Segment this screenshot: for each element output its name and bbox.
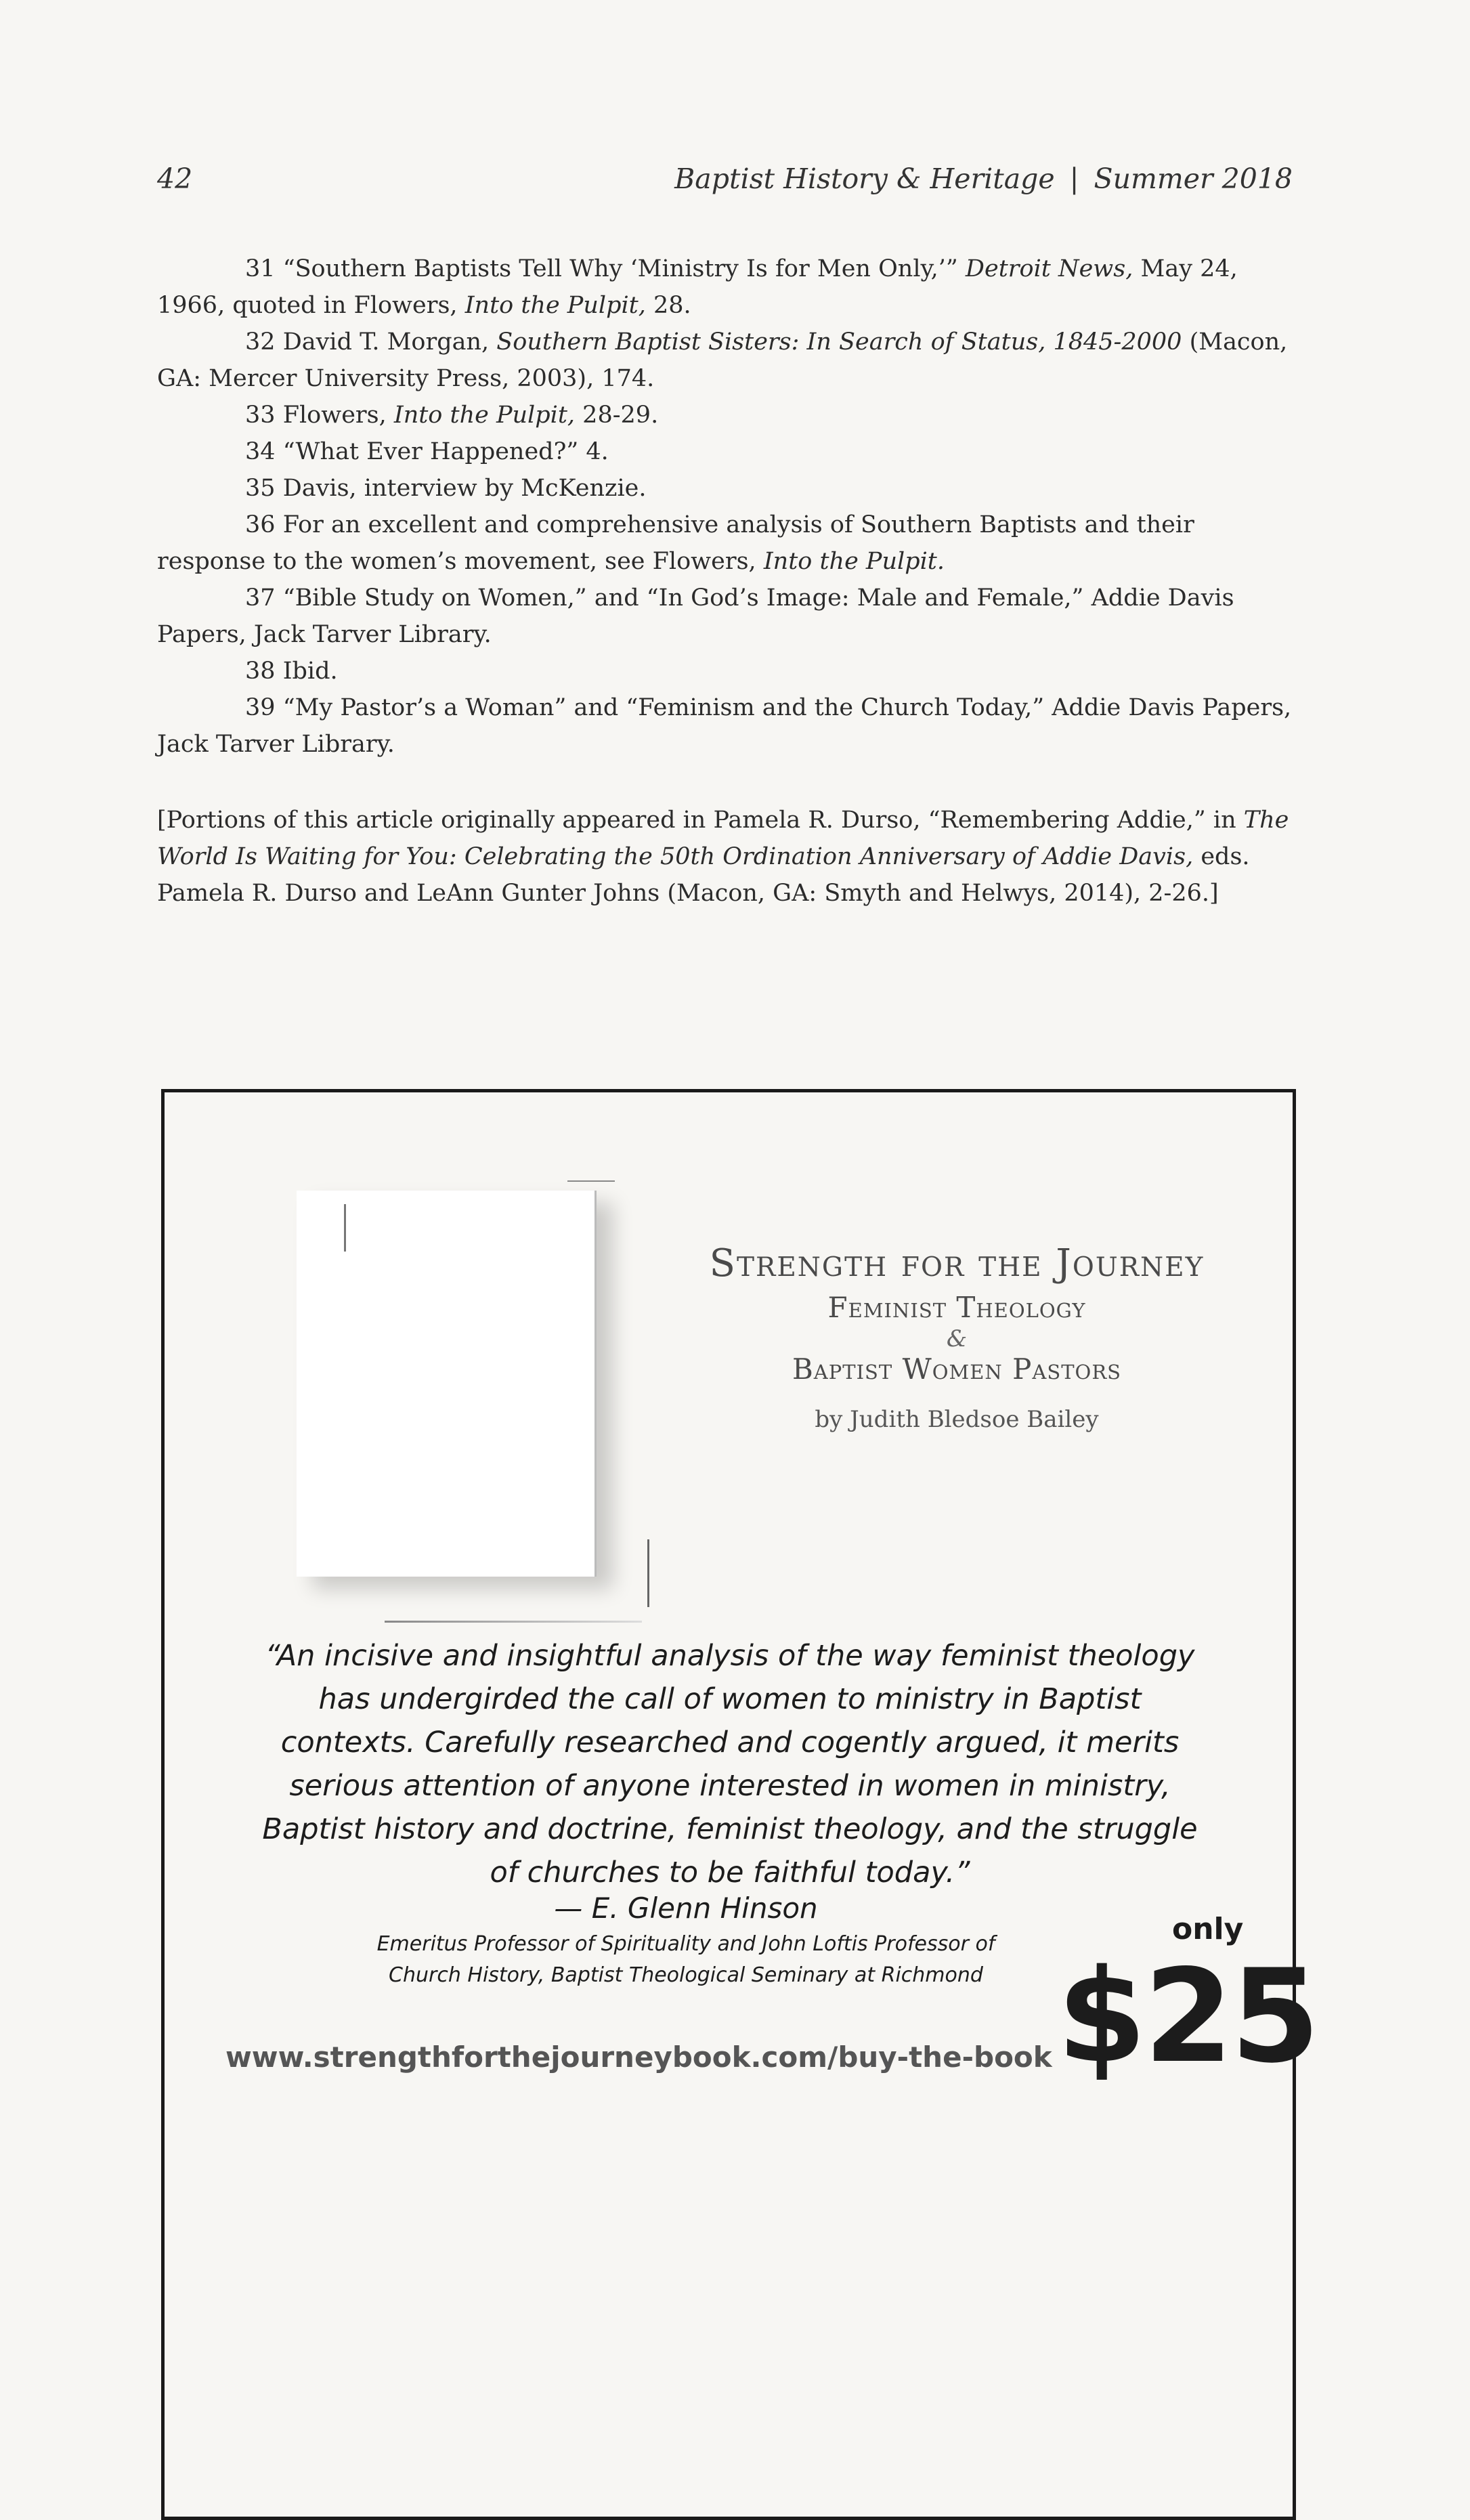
endnote-title: Detroit News,	[965, 255, 1133, 282]
endnote-text: Ibid.	[282, 658, 338, 685]
origin-book-title: The World Is Waiting for You: Celebrating the 50th Ordination Anniversary of Addie Davis,	[157, 807, 1289, 870]
book-advertisement	[161, 1089, 1318, 2520]
endnote	[157, 689, 1300, 763]
endnote	[157, 324, 1300, 397]
endorsement-quote: “An incisive and insightful analysis of the way feminist theology has undergirded the call of women to ministry in Baptist contexts. Carefully researched and cogently argued, it merits serious attention of anyone interested in women in ministry, Baptist history and doctrine, feminist theology, and the struggle of churches to be faithful today.”	[262, 1639, 1198, 1889]
endnote-number: 32	[245, 328, 276, 356]
endnote-number: 38	[245, 658, 276, 685]
header-separator: |	[1069, 163, 1079, 195]
ampersand: &	[946, 1325, 968, 1352]
endnote-text: Davis, interview by McKenzie.	[282, 475, 647, 502]
endnote-text: “My Pastor’s a Woman” and “Feminism and the Church Today,” Addie Davis Papers, Jack Tarver Library.	[157, 694, 1292, 758]
book-edge-line	[567, 1180, 615, 1182]
book-subtitle-1: Feminist Theology	[827, 1291, 1086, 1324]
endorser-name: — E. Glenn Hinson	[554, 1892, 818, 1925]
price-amount: $25	[1057, 1942, 1318, 2091]
purchase-url[interactable]: www.strengthforthejourneybook.com/buy-the-book	[225, 2041, 1052, 2074]
endnote-title: Into the Pulpit,	[393, 402, 576, 429]
endnote-text: “Bible Study on Women,” and “In God’s Image: Male and Female,” Addie Davis Papers, Jack Tarver Library.	[157, 584, 1234, 648]
book-edge-line	[344, 1204, 346, 1252]
endnote-text: For an excellent and comprehensive analysis of Southern Baptists and their response to the women’s movement, see Flowers,	[157, 511, 1194, 575]
endnote-text: May 24, 1966, quoted in Flowers,	[157, 255, 1238, 319]
endnote-number: 37	[245, 584, 276, 612]
endnote	[157, 433, 1300, 470]
endnote-text: David T. Morgan,	[282, 328, 490, 356]
article-origin-note	[157, 802, 1300, 912]
endnote-text: “What Ever Happened?” 4.	[282, 438, 609, 465]
book-title: Strength for the Journey	[709, 1241, 1205, 1285]
origin-text: [Portions of this article originally appeared in Pamela R. Durso, “Remembering Addie,” in	[157, 807, 1236, 834]
page-number: 42	[157, 163, 193, 195]
endnote-number: 33	[245, 402, 276, 429]
book-subtitle-2: Baptist Women Pastors	[792, 1352, 1122, 1386]
endnote-text: Flowers,	[282, 402, 387, 429]
endnote	[157, 397, 1300, 433]
endnote-number: 36	[245, 511, 276, 538]
book-edge-line	[647, 1539, 649, 1607]
endnote-number: 39	[245, 694, 276, 721]
endnote-number: 34	[245, 438, 276, 465]
endnote-title: Into the Pulpit.	[763, 548, 945, 575]
endnote-number: 31	[245, 255, 276, 282]
book-cover-face	[297, 1191, 597, 1577]
endorsement-attribution	[347, 1892, 1024, 1991]
endnote-text: (Macon, GA: Mercer University Press, 2003), 174.	[157, 328, 1288, 392]
endnote-text: “Southern Baptists Tell Why ‘Ministry Is for Men Only,’”	[282, 255, 958, 282]
running-title	[674, 163, 1293, 195]
issue-label: Summer 2018	[1094, 163, 1293, 195]
endnote-text: 28-29.	[582, 402, 659, 429]
endnote	[157, 653, 1300, 689]
book-shadow-line	[385, 1621, 642, 1623]
price-badge	[1057, 1912, 1318, 2091]
endnote-title: Southern Baptist Sisters: In Search of Status, 1845-2000	[496, 328, 1182, 356]
book-title-block	[659, 1241, 1255, 1433]
endnote-text: 28.	[653, 292, 691, 319]
journal-title: Baptist History & Heritage	[674, 163, 1055, 195]
endnote-title: Into the Pulpit,	[464, 292, 646, 319]
endnotes	[157, 251, 1300, 935]
endnote	[157, 470, 1300, 507]
endnote	[157, 580, 1300, 653]
origin-text: eds. Pamela R. Durso and LeAnn Gunter Johns (Macon, GA: Smyth and Helwys, 2014), 2-26.]	[157, 843, 1250, 907]
book-author: by Judith Bledsoe Bailey	[815, 1406, 1099, 1433]
endnote	[157, 507, 1300, 580]
price-label: only	[1172, 1912, 1244, 1946]
book-cover-image	[269, 1133, 710, 1573]
endorser-title: Emeritus Professor of Spirituality and John Loftis Professor of Church History, Baptist Theological Seminary at Richmond	[376, 1932, 995, 1987]
endnote-number: 35	[245, 475, 276, 502]
endnote	[157, 251, 1300, 324]
running-header	[157, 163, 1293, 203]
